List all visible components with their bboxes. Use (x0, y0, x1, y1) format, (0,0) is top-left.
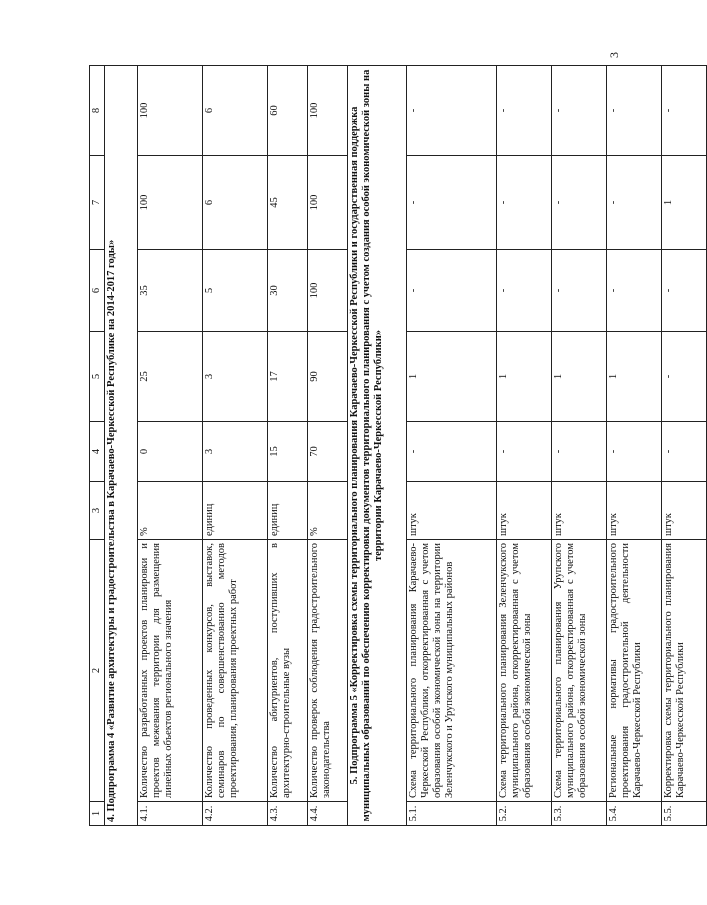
col-header: 8 (90, 66, 105, 156)
rotated-table-container (89, 66, 686, 826)
value-cell: - (662, 66, 707, 156)
row-number: 4.3. (268, 802, 308, 826)
row-unit: % (138, 482, 203, 540)
col-header: 6 (90, 250, 105, 332)
section-header-row (348, 66, 407, 826)
value-cell: - (552, 66, 607, 156)
value-cell: - (407, 422, 497, 482)
value-cell: 1 (552, 332, 607, 422)
value-cell: 45 (268, 156, 308, 250)
value-cell: 1 (407, 332, 497, 422)
row-unit: штук (552, 482, 607, 540)
table-row (552, 66, 607, 826)
row-number: 4.2. (203, 802, 268, 826)
value-cell: 60 (268, 66, 308, 156)
row-name: Схема территориального планирования Урупского муниципального района, откорректированная с учетом образования особой экономической зоны (552, 540, 607, 802)
value-cell: 0 (138, 422, 203, 482)
value-cell: 3 (203, 332, 268, 422)
indicators-table (89, 65, 707, 826)
row-unit: единиц (203, 482, 268, 540)
col-header: 3 (90, 482, 105, 540)
row-name: Региональные нормативы градостроительного проектирования градостроительной деятельности Карачаево-Черкесской Республики (607, 540, 662, 802)
value-cell: - (607, 250, 662, 332)
row-name: Схема территориального планирования Зеленчукского муниципального района, откорректированная с учетом образования особой экономической зоны (497, 540, 552, 802)
value-cell: - (662, 422, 707, 482)
row-number: 5.5. (662, 802, 707, 826)
value-cell: 17 (268, 332, 308, 422)
value-cell: 6 (203, 66, 268, 156)
row-number: 5.2. (497, 802, 552, 826)
value-cell: 1 (607, 332, 662, 422)
value-cell: - (497, 156, 552, 250)
row-unit: штук (497, 482, 552, 540)
value-cell: 70 (308, 422, 348, 482)
value-cell: - (497, 422, 552, 482)
row-unit: единиц (268, 482, 308, 540)
row-name: Количество проведенных конкурсов, выставок, семинаров по совершенствованию методов проектирования, планирования проектных работ (203, 540, 268, 802)
row-name: Количество проверок соблюдения градостроительного законодательства (308, 540, 348, 802)
value-cell: - (662, 332, 707, 422)
value-cell: 100 (138, 156, 203, 250)
subprogram-4-title: 4. Подпрограмма 4 «Развитие архитектуры и градостроительства в Карачаево-Черкесской Республике на 2014-2017 годы» (105, 66, 138, 826)
row-name: Схема территориального планирования Карачаево-Черкесской Республики, откорректированная с учетом образования особой экономической зоны на территории Зеленчукского и Урупского муниципальных районов (407, 540, 497, 802)
value-cell: 100 (308, 156, 348, 250)
row-unit: % (308, 482, 348, 540)
subprogram-4-rows (138, 66, 348, 826)
row-number: 4.4. (308, 802, 348, 826)
row-unit: штук (607, 482, 662, 540)
value-cell: - (607, 422, 662, 482)
value-cell: 5 (203, 250, 268, 332)
col-header: 4 (90, 422, 105, 482)
value-cell: - (552, 422, 607, 482)
value-cell: - (407, 66, 497, 156)
value-cell: - (407, 156, 497, 250)
row-number: 5.4. (607, 802, 662, 826)
value-cell: 6 (203, 156, 268, 250)
table-row (662, 66, 707, 826)
column-number-row (90, 66, 105, 826)
row-number: 5.1. (407, 802, 497, 826)
row-unit: штук (662, 482, 707, 540)
row-name: Корректировка схемы территориального планирования Карачаево-Черкесской Республики (662, 540, 707, 802)
row-number: 5.3. (552, 802, 607, 826)
row-name: Количество разработанных проектов планировки и проектов межевания территории для размещения линейных объектов регионального значения (138, 540, 203, 802)
value-cell: - (607, 66, 662, 156)
table-row (607, 66, 662, 826)
value-cell: 30 (268, 250, 308, 332)
value-cell: - (662, 250, 707, 332)
section-header-row (105, 66, 138, 826)
value-cell: - (497, 250, 552, 332)
value-cell: 25 (138, 332, 203, 422)
value-cell: - (497, 66, 552, 156)
table-row (268, 66, 308, 826)
col-header: 7 (90, 156, 105, 250)
subprogram-5-rows (407, 66, 707, 826)
value-cell: - (552, 250, 607, 332)
row-unit: штук (407, 482, 497, 540)
value-cell: - (552, 156, 607, 250)
value-cell: - (407, 250, 497, 332)
value-cell: 35 (138, 250, 203, 332)
table-row (138, 66, 203, 826)
page-number: 3 (607, 52, 621, 58)
value-cell: 90 (308, 332, 348, 422)
value-cell: - (607, 156, 662, 250)
table-row (497, 66, 552, 826)
value-cell: 3 (203, 422, 268, 482)
value-cell: 100 (138, 66, 203, 156)
value-cell: 100 (308, 66, 348, 156)
col-header: 5 (90, 332, 105, 422)
col-header: 2 (90, 540, 105, 802)
row-name: Количество абитуриентов, поступивших в архитектурно-строительные вузы (268, 540, 308, 802)
row-number: 4.1. (138, 802, 203, 826)
value-cell: 1 (497, 332, 552, 422)
value-cell: 100 (308, 250, 348, 332)
table-row (407, 66, 497, 826)
value-cell: 15 (268, 422, 308, 482)
value-cell: 1 (662, 156, 707, 250)
subprogram-5-title: 5. Подпрограмма 5 «Корректировка схемы территориального планирования Карачаево-Черкесской Республики и государственная поддержка муниципальных образований по обеспечению корректировки документов территориального планирования с учетом создания особой экономической зоны на территории Карачаево-Черкесской Республики» (348, 66, 407, 826)
col-header: 1 (90, 802, 105, 826)
table-row (203, 66, 268, 826)
table-row (308, 66, 348, 826)
